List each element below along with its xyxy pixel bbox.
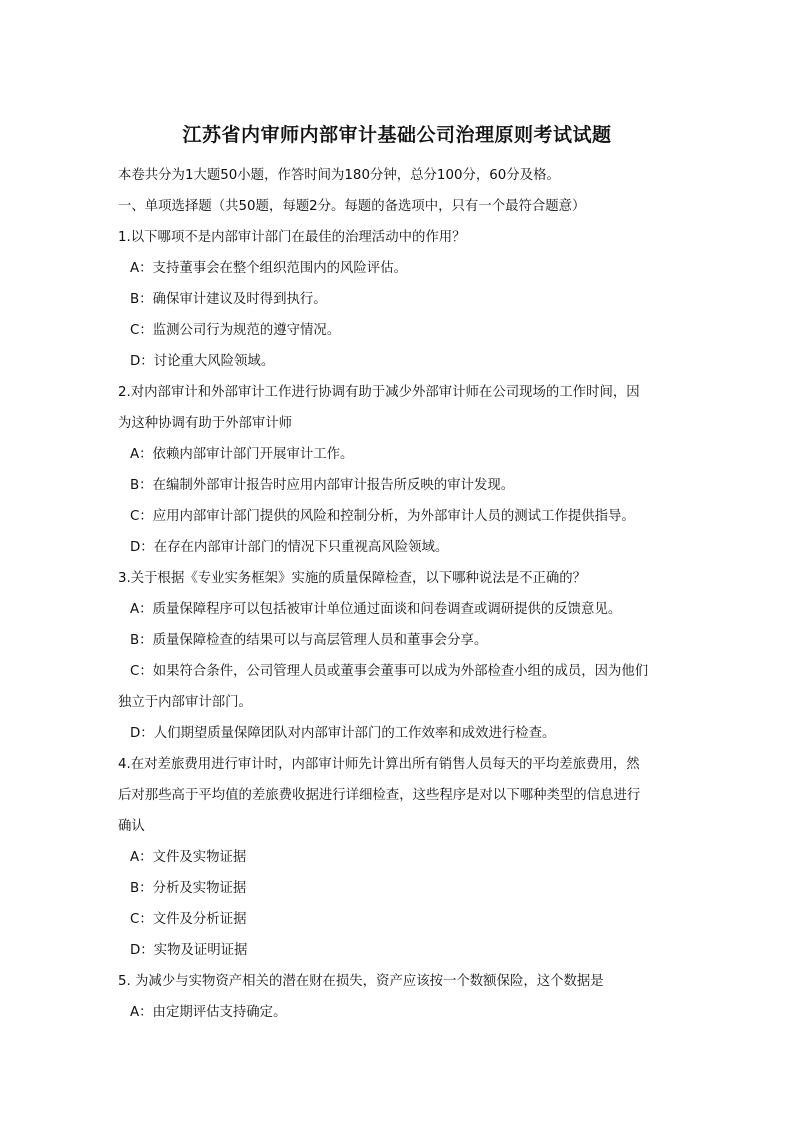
option-b: B：质量保障检查的结果可以与高层管理人员和董事会分享。 bbox=[130, 633, 488, 648]
question-stem-continued: 后对那些高于平均值的差旅费收据进行详细检查，这些程序是对以下哪种类型的信息进行 bbox=[118, 788, 641, 803]
question-stem-continued: 为这种协调有助于外部审计师 bbox=[118, 416, 293, 431]
question-stem-continued: 确认 bbox=[118, 819, 145, 834]
option-c: C：监测公司行为规范的遵守情况。 bbox=[130, 323, 341, 338]
option-a: A：由定期评估支持确定。 bbox=[130, 1005, 287, 1020]
question-1 bbox=[118, 222, 678, 377]
question-stem: 4.在对差旅费用进行审计时，内部审计师先计算出所有销售人员每天的平均差旅费用，然 bbox=[118, 757, 640, 772]
document-body bbox=[118, 160, 678, 1028]
option-d: D：在存在内部审计部门的情况下只重视高风险领域。 bbox=[130, 540, 449, 555]
option-d: D：实物及证明证据 bbox=[130, 943, 248, 958]
option-a: A：支持董事会在整个组织范围内的风险评估。 bbox=[130, 261, 407, 276]
option-c: C：文件及分析证据 bbox=[130, 912, 247, 927]
option-c-continued: 独立于内部审计部门。 bbox=[118, 695, 252, 710]
question-stem: 2.对内部审计和外部审计工作进行协调有助于减少外部审计师在公司现场的工作时间，因 bbox=[118, 385, 640, 400]
option-c: C：如果符合条件，公司管理人员或董事会董事可以成为外部检查小组的成员，因为他们 bbox=[130, 664, 649, 679]
question-stem: 5. 为减少与实物资产相关的潜在财在损失，资产应该按一个数额保险，这个数据是 bbox=[118, 974, 604, 989]
question-stem: 3.关于根据《专业实务框架》实施的质量保障检查，以下哪种说法是不正确的？ bbox=[118, 571, 587, 586]
option-d: D：讨论重大风险领域。 bbox=[130, 354, 275, 369]
option-b: B：分析及实物证据 bbox=[130, 881, 247, 896]
option-b: B：确保审计建议及时得到执行。 bbox=[130, 292, 327, 307]
option-a: A：依赖内部审计部门开展审计工作。 bbox=[130, 447, 354, 462]
exam-intro: 本卷共分为1大题50小题，作答时间为180分钟，总分100分，60分及格。 bbox=[118, 168, 560, 183]
option-a: A：质量保障程序可以包括被审计单位通过面谈和问卷调查或调研提供的反馈意见。 bbox=[130, 602, 622, 617]
question-2 bbox=[118, 377, 678, 563]
question-stem: 1.以下哪项不是内部审计部门在最佳的治理活动中的作用？ bbox=[118, 230, 466, 245]
question-4 bbox=[118, 749, 678, 966]
section-heading: 一、单项选择题（共50题，每题2分。每题的备选项中，只有一个最符合题意） bbox=[118, 199, 586, 214]
option-a: A：文件及实物证据 bbox=[130, 850, 247, 865]
option-c: C：应用内部审计部门提供的风险和控制分析，为外部审计人员的测试工作提供指导。 bbox=[130, 509, 635, 524]
option-d: D：人们期望质量保障团队对内部审计部门的工作效率和成效进行检查。 bbox=[130, 726, 556, 741]
question-5 bbox=[118, 966, 678, 1028]
document-title: 江苏省内审师内部审计基础公司治理原则考试试题 bbox=[182, 124, 612, 146]
question-3 bbox=[118, 563, 678, 749]
option-b: B：在编制外部审计报告时应用内部审计报告所反映的审计发现。 bbox=[130, 478, 515, 493]
